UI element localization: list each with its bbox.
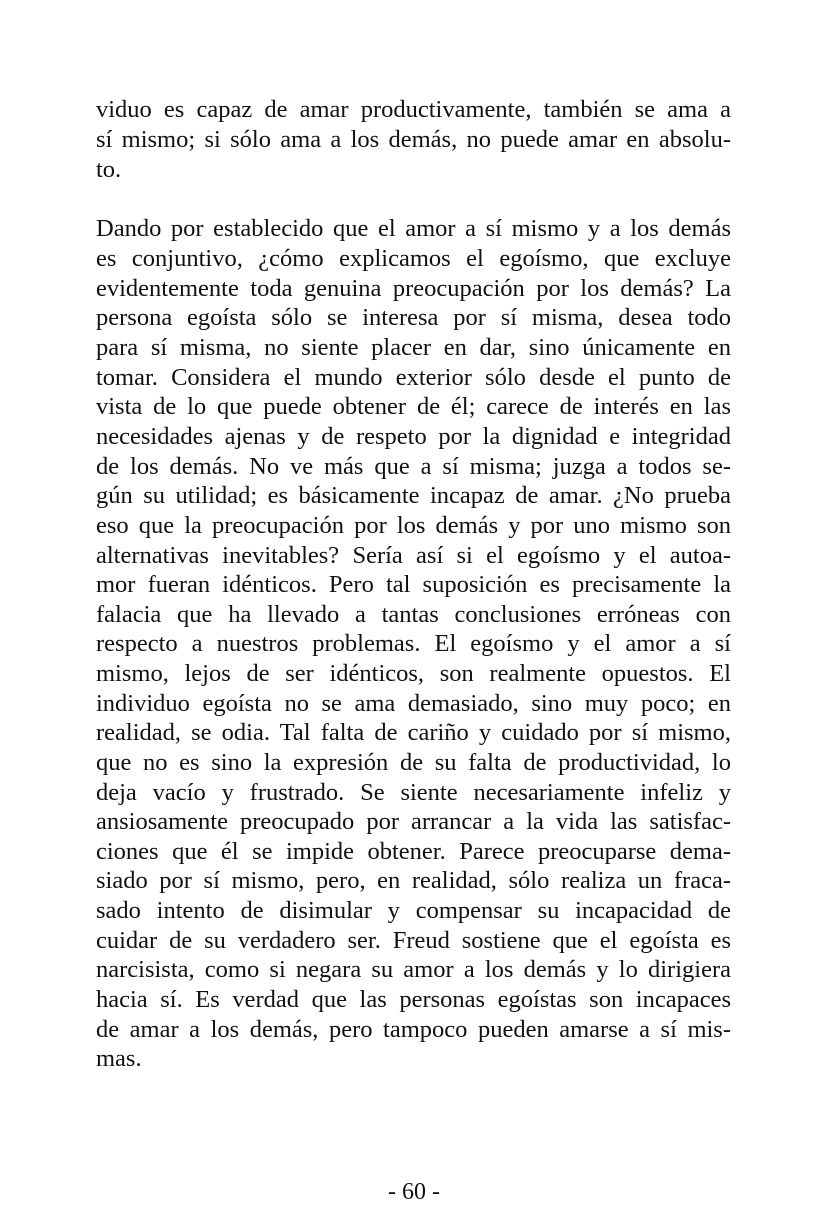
text-line: ansiosamente preocupado por arrancar a la vida las satisfac- — [96, 808, 731, 835]
text-line: evidentemente toda genuina preocupación por los demás? La — [96, 275, 731, 302]
text-line: es conjuntivo, ¿cómo explicamos el egoísmo, que excluye — [96, 245, 731, 272]
text-line: gún su utilidad; es básicamente incapaz de amar. ¿No prueba — [96, 482, 731, 509]
text-line: que no es sino la expresión de su falta de productividad, lo — [96, 749, 731, 776]
text-line: vista de lo que puede obtener de él; carece de interés en las — [96, 393, 731, 420]
text-line: de amar a los demás, pero tampoco pueden amarse a sí mis- — [96, 1016, 731, 1043]
text-line: viduo es capaz de amar productivamente, también se ama a — [96, 96, 731, 123]
text-line: realidad, se odia. Tal falta de cariño y cuidado por sí mismo, — [96, 719, 731, 746]
text-line: mismo, lejos de ser idénticos, son realmente opuestos. El — [96, 660, 731, 687]
text-line: necesidades ajenas y de respeto por la dignidad e integridad — [96, 423, 731, 450]
text-line: persona egoísta sólo se interesa por sí misma, desea todo — [96, 304, 731, 331]
text-line: to. — [96, 156, 122, 183]
text-line: falacia que ha llevado a tantas conclusiones erróneas con — [96, 601, 731, 628]
text-line: ciones que él se impide obtener. Parece preocuparse dema- — [96, 838, 731, 865]
text-line: alternativas inevitables? Sería así si el egoísmo y el autoa- — [96, 542, 731, 569]
text-line: sí mismo; si sólo ama a los demás, no puede amar en absolu- — [96, 126, 731, 153]
text-line: de los demás. No ve más que a sí misma; juzga a todos se- — [96, 453, 731, 480]
text-line: individuo egoísta no se ama demasiado, sino muy poco; en — [96, 690, 731, 717]
text-line: respecto a nuestros problemas. El egoísmo y el amor a sí — [96, 630, 731, 657]
text-line: mas. — [96, 1045, 142, 1072]
text-line: siado por sí mismo, pero, en realidad, sólo realiza un fraca- — [96, 867, 731, 894]
text-line: sado intento de disimular y compensar su incapacidad de — [96, 897, 731, 924]
text-line: mor fueran idénticos. Pero tal suposición es precisamente la — [96, 571, 731, 598]
text-line: eso que la preocupación por los demás y por uno mismo son — [96, 512, 731, 539]
text-line: Dando por establecido que el amor a sí mismo y a los demás — [96, 215, 731, 242]
text-line: tomar. Considera el mundo exterior sólo desde el punto de — [96, 364, 731, 391]
page-number: - 60 - — [388, 1179, 440, 1205]
text-line: deja vacío y frustrado. Se siente necesariamente infeliz y — [96, 779, 731, 806]
text-line: cuidar de su verdadero ser. Freud sostiene que el egoísta es — [96, 927, 731, 954]
text-line: para sí misma, no siente placer en dar, sino únicamente en — [96, 334, 731, 361]
text-line: hacia sí. Es verdad que las personas egoístas son incapaces — [96, 986, 731, 1013]
text-line: narcisista, como si negara su amor a los demás y lo dirigiera — [96, 956, 731, 983]
